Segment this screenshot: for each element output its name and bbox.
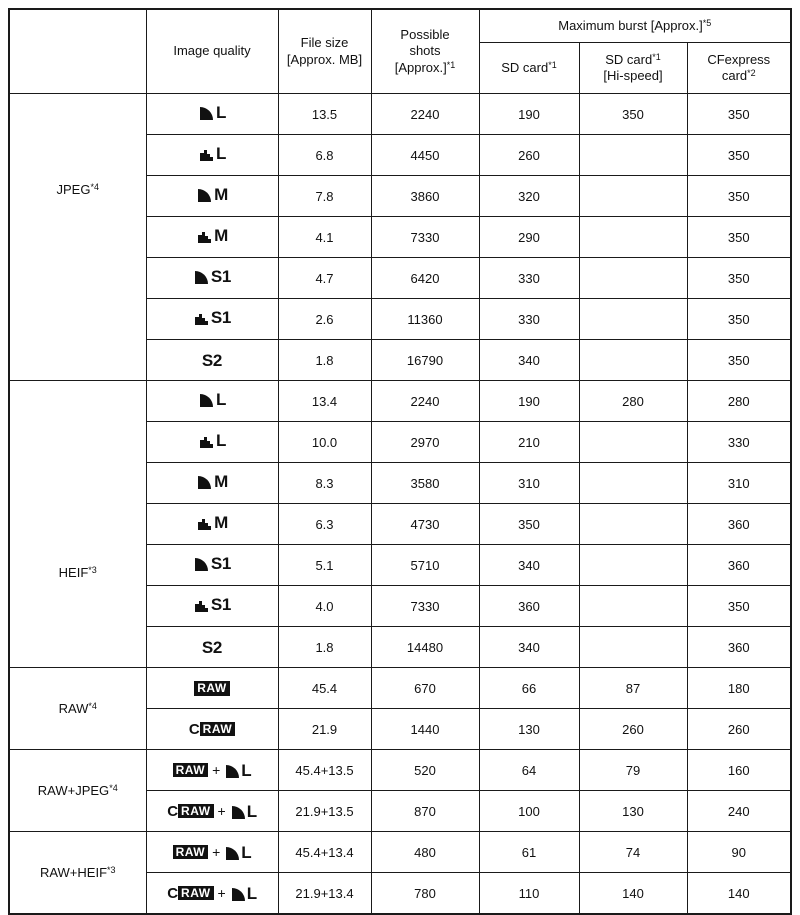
image-quality-cell: [146, 299, 278, 340]
max-burst-sd-card-hispeed-cell: [579, 627, 687, 668]
possible-shots-cell: 3580: [371, 463, 479, 504]
max-burst-sd-card-hispeed-cell: [579, 340, 687, 381]
header-sd-card-hispeed-line2: [Hi-speed]: [603, 68, 663, 83]
quality-size-label: L: [215, 390, 227, 409]
quality-size-label: S2: [201, 350, 223, 370]
max-burst-cfexpress-cell: 140: [687, 873, 791, 915]
table-row: [9, 750, 791, 791]
max-burst-cfexpress-cell: 240: [687, 791, 791, 832]
max-burst-sd-card-cell: 61: [479, 832, 579, 873]
craw-c-prefix: C: [188, 720, 200, 738]
max-burst-sd-card-cell: 310: [479, 463, 579, 504]
image-quality-cell: [146, 668, 278, 709]
max-burst-cfexpress-cell: 350: [687, 340, 791, 381]
image-quality-cell: [146, 340, 278, 381]
format-group-label-text: RAW: [58, 701, 89, 716]
possible-shots-cell: 5710: [371, 545, 479, 586]
image-quality-cell: [146, 135, 278, 176]
max-burst-sd-card-cell: 350: [479, 504, 579, 545]
image-quality-cell: [146, 545, 278, 586]
footnote-marker: *4: [88, 701, 97, 711]
footnote-marker: *1: [548, 59, 557, 70]
max-burst-sd-card-cell: 260: [479, 135, 579, 176]
quality-normal-icon: [193, 596, 210, 613]
file-size-cell: 2.6: [278, 299, 371, 340]
header-file-size: [278, 9, 371, 94]
quality-size-label: L: [241, 842, 252, 862]
file-size-cell: 13.5: [278, 94, 371, 135]
quality-size-label: M: [214, 226, 228, 245]
format-group-label-raw-heif: [9, 832, 146, 915]
file-size-cell: 4.1: [278, 217, 371, 258]
quality-normal-icon: [198, 432, 215, 449]
quality-size-label: S1: [210, 554, 232, 573]
header-sd-card: SD card$^{*1}$: [479, 43, 579, 94]
image-quality-cell: [146, 504, 278, 545]
file-size-cell: 45.4+13.4: [278, 832, 371, 873]
image-quality-cell: [146, 217, 278, 258]
file-size-cell: 13.4: [278, 381, 371, 422]
max-burst-sd-card-cell: 190: [479, 381, 579, 422]
max-burst-sd-card-cell: 64: [479, 750, 579, 791]
max-burst-cfexpress-cell: 350: [687, 135, 791, 176]
quality-size-label: L: [215, 103, 227, 122]
max-burst-sd-card-cell: 110: [479, 873, 579, 915]
table-row: [9, 832, 791, 873]
max-burst-sd-card-hispeed-cell: [579, 545, 687, 586]
quality-size-label: S1: [210, 308, 232, 327]
max-burst-sd-card-hispeed-cell: [579, 504, 687, 545]
quality-size-label: S1: [210, 595, 232, 614]
footnote-marker: *1: [652, 51, 661, 62]
plus-sign: +: [217, 803, 226, 819]
quality-normal-icon: [196, 514, 213, 531]
image-quality-cell: [146, 463, 278, 504]
max-burst-sd-card-cell: 66: [479, 668, 579, 709]
possible-shots-cell: 2970: [371, 422, 479, 463]
max-burst-cfexpress-cell: 350: [687, 258, 791, 299]
max-burst-sd-card-cell: 340: [479, 340, 579, 381]
format-group-label-jpeg: [9, 94, 146, 381]
max-burst-cfexpress-cell: 350: [687, 586, 791, 627]
max-burst-sd-card-cell: 210: [479, 422, 579, 463]
quality-size-label: S2: [201, 637, 223, 657]
footnote-marker: *3: [88, 564, 97, 575]
header-maximum-burst: Maximum burst [Approx.]$^{*5}$: [479, 9, 791, 43]
quality-fine-icon: [196, 186, 213, 203]
possible-shots-cell: 2240: [371, 94, 479, 135]
table-row: [9, 668, 791, 709]
file-size-cell: 5.1: [278, 545, 371, 586]
max-burst-cfexpress-cell: 350: [687, 94, 791, 135]
file-size-cell: 21.9+13.5: [278, 791, 371, 832]
file-size-cell: 6.3: [278, 504, 371, 545]
file-size-cell: 1.8: [278, 340, 371, 381]
max-burst-sd-card-hispeed-cell: [579, 422, 687, 463]
craw-c-prefix: C: [167, 802, 179, 820]
format-group-label-raw-jpeg: [9, 750, 146, 832]
file-size-cell: 10.0: [278, 422, 371, 463]
header-sd-card-hispeed: SD card$^{*1}$ [Hi-speed]: [579, 43, 687, 94]
format-group-label-text: HEIF: [58, 564, 89, 580]
max-burst-cfexpress-cell: 330: [687, 422, 791, 463]
max-burst-sd-card-cell: 320: [479, 176, 579, 217]
footnote-marker: *5: [702, 17, 712, 28]
max-burst-cfexpress-cell: 350: [687, 299, 791, 340]
possible-shots-cell: 7330: [371, 217, 479, 258]
possible-shots-cell: 520: [371, 750, 479, 791]
quality-fine-icon: [198, 391, 215, 408]
image-quality-cell: [146, 422, 278, 463]
quality-fine-icon: [230, 803, 247, 820]
quality-normal-icon: [198, 145, 215, 162]
possible-shots-cell: 7330: [371, 586, 479, 627]
max-burst-cfexpress-cell: 350: [687, 217, 791, 258]
max-burst-sd-card-cell: 330: [479, 258, 579, 299]
max-burst-sd-card-hispeed-cell: 350: [579, 94, 687, 135]
possible-shots-cell: 780: [371, 873, 479, 915]
quality-fine-icon: [224, 844, 241, 861]
image-quality-cell: [146, 832, 278, 873]
raw-badge-icon: RAW: [178, 804, 214, 819]
file-size-cell: 8.3: [278, 463, 371, 504]
quality-size-label: M: [214, 513, 228, 532]
footnote-marker: *1: [446, 59, 456, 70]
possible-shots-cell: 11360: [371, 299, 479, 340]
table-body: [9, 94, 791, 915]
footnote-marker: *2: [747, 68, 756, 78]
quality-size-label: L: [241, 760, 252, 780]
possible-shots-cell: 4450: [371, 135, 479, 176]
possible-shots-cell: 3860: [371, 176, 479, 217]
file-size-cell: 21.9: [278, 709, 371, 750]
file-size-cell: 45.4: [278, 668, 371, 709]
quality-size-label: M: [214, 472, 228, 491]
raw-badge-icon: RAW: [178, 886, 214, 901]
max-burst-sd-card-cell: 190: [479, 94, 579, 135]
footnote-marker: *3: [107, 865, 116, 875]
max-burst-sd-card-hispeed-cell: 74: [579, 832, 687, 873]
max-burst-sd-card-cell: 100: [479, 791, 579, 832]
max-burst-cfexpress-cell: 90: [687, 832, 791, 873]
max-burst-sd-card-cell: 290: [479, 217, 579, 258]
max-burst-cfexpress-cell: 260: [687, 709, 791, 750]
quality-normal-icon: [196, 227, 213, 244]
quality-size-label: S1: [210, 267, 232, 286]
max-burst-sd-card-cell: 340: [479, 545, 579, 586]
possible-shots-cell: 16790: [371, 340, 479, 381]
max-burst-cfexpress-cell: 280: [687, 381, 791, 422]
max-burst-sd-card-cell: 340: [479, 627, 579, 668]
header-possible-shots-line1: Possible: [400, 27, 450, 43]
format-group-label-text: RAW+HEIF: [39, 865, 108, 880]
possible-shots-cell: 670: [371, 668, 479, 709]
image-quality-cell: [146, 791, 278, 832]
quality-fine-icon: [196, 473, 213, 490]
image-quality-cell: [146, 176, 278, 217]
image-quality-cell: [146, 586, 278, 627]
max-burst-cfexpress-cell: 350: [687, 176, 791, 217]
header-file-size-line1: File size: [300, 35, 349, 51]
possible-shots-cell: 4730: [371, 504, 479, 545]
max-burst-sd-card-hispeed-cell: [579, 299, 687, 340]
plus-sign: +: [217, 885, 226, 901]
image-quality-cell: [146, 381, 278, 422]
image-quality-cell: [146, 627, 278, 668]
raw-badge-icon: RAW: [173, 763, 209, 778]
max-burst-cfexpress-cell: 360: [687, 545, 791, 586]
image-quality-cell: [146, 258, 278, 299]
max-burst-cfexpress-cell: 160: [687, 750, 791, 791]
table-row: [9, 94, 791, 135]
max-burst-sd-card-hispeed-cell: [579, 586, 687, 627]
max-burst-sd-card-cell: 360: [479, 586, 579, 627]
max-burst-sd-card-hispeed-cell: [579, 463, 687, 504]
quality-size-label: L: [215, 144, 227, 163]
image-quality-cell: [146, 750, 278, 791]
max-burst-sd-card-hispeed-cell: 79: [579, 750, 687, 791]
file-size-cell: 21.9+13.4: [278, 873, 371, 915]
max-burst-sd-card-hispeed-cell: [579, 217, 687, 258]
max-burst-sd-card-hispeed-cell: 280: [579, 381, 687, 422]
header-possible-shots-line2: shots: [409, 43, 441, 59]
file-size-cell: 4.0: [278, 586, 371, 627]
raw-badge-icon: RAW: [200, 722, 236, 737]
format-group-label-text: RAW+JPEG: [37, 783, 110, 798]
raw-badge-icon: RAW: [173, 845, 209, 860]
file-size-cell: 7.8: [278, 176, 371, 217]
quality-fine-icon: [224, 762, 241, 779]
file-size-cell: 1.8: [278, 627, 371, 668]
possible-shots-cell: 6420: [371, 258, 479, 299]
header-row-top: [9, 9, 791, 43]
format-group-label-text: JPEG: [56, 181, 91, 197]
header-image-quality: Image quality: [146, 9, 278, 94]
max-burst-sd-card-hispeed-cell: 87: [579, 668, 687, 709]
footnote-marker: *4: [109, 783, 118, 793]
format-group-label-heif: [9, 381, 146, 668]
max-burst-sd-card-hispeed-cell: 260: [579, 709, 687, 750]
max-burst-sd-card-hispeed-cell: 140: [579, 873, 687, 915]
image-quality-cell: [146, 709, 278, 750]
max-burst-sd-card-hispeed-cell: 130: [579, 791, 687, 832]
plus-sign: +: [212, 844, 221, 860]
max-burst-cfexpress-cell: 360: [687, 627, 791, 668]
max-burst-sd-card-cell: 330: [479, 299, 579, 340]
header-possible-shots: [371, 9, 479, 94]
image-quality-cell: [146, 873, 278, 915]
quality-normal-icon: [193, 309, 210, 326]
max-burst-cfexpress-cell: 310: [687, 463, 791, 504]
possible-shots-cell: 1440: [371, 709, 479, 750]
possible-shots-cell: 870: [371, 791, 479, 832]
header-cfexpress-line1: CFexpress: [707, 51, 771, 67]
max-burst-cfexpress-cell: 180: [687, 668, 791, 709]
max-burst-sd-card-hispeed-cell: [579, 176, 687, 217]
header-corner-blank: [9, 9, 146, 94]
max-burst-sd-card-hispeed-cell: [579, 258, 687, 299]
quality-fine-icon: [198, 104, 215, 121]
header-file-size-line2: [Approx. MB]: [286, 51, 363, 67]
possible-shots-cell: 14480: [371, 627, 479, 668]
quality-fine-icon: [230, 885, 247, 902]
raw-badge-icon: RAW: [194, 681, 230, 696]
possible-shots-cell: 2240: [371, 381, 479, 422]
quality-size-label: L: [246, 801, 257, 821]
craw-c-prefix: C: [167, 884, 179, 902]
image-quality-spec-table: [8, 8, 792, 915]
quality-size-label: L: [246, 883, 257, 903]
quality-fine-icon: [193, 555, 210, 572]
header-possible-shots-line3: [Approx.]$^{*1}$: [394, 59, 456, 75]
image-quality-cell: [146, 94, 278, 135]
file-size-cell: 4.7: [278, 258, 371, 299]
header-cfexpress-card: CFexpress card$^{*2}$: [687, 43, 791, 94]
quality-fine-icon: [193, 268, 210, 285]
max-burst-cfexpress-cell: 360: [687, 504, 791, 545]
possible-shots-cell: 480: [371, 832, 479, 873]
file-size-cell: 6.8: [278, 135, 371, 176]
format-group-label-raw: [9, 668, 146, 750]
file-size-cell: 45.4+13.5: [278, 750, 371, 791]
table-header: [9, 9, 791, 94]
plus-sign: +: [212, 762, 221, 778]
quality-size-label: L: [215, 431, 227, 450]
footnote-marker: *4: [90, 181, 99, 192]
table-row: [9, 381, 791, 422]
quality-size-label: M: [214, 185, 228, 204]
max-burst-sd-card-cell: 130: [479, 709, 579, 750]
max-burst-sd-card-hispeed-cell: [579, 135, 687, 176]
